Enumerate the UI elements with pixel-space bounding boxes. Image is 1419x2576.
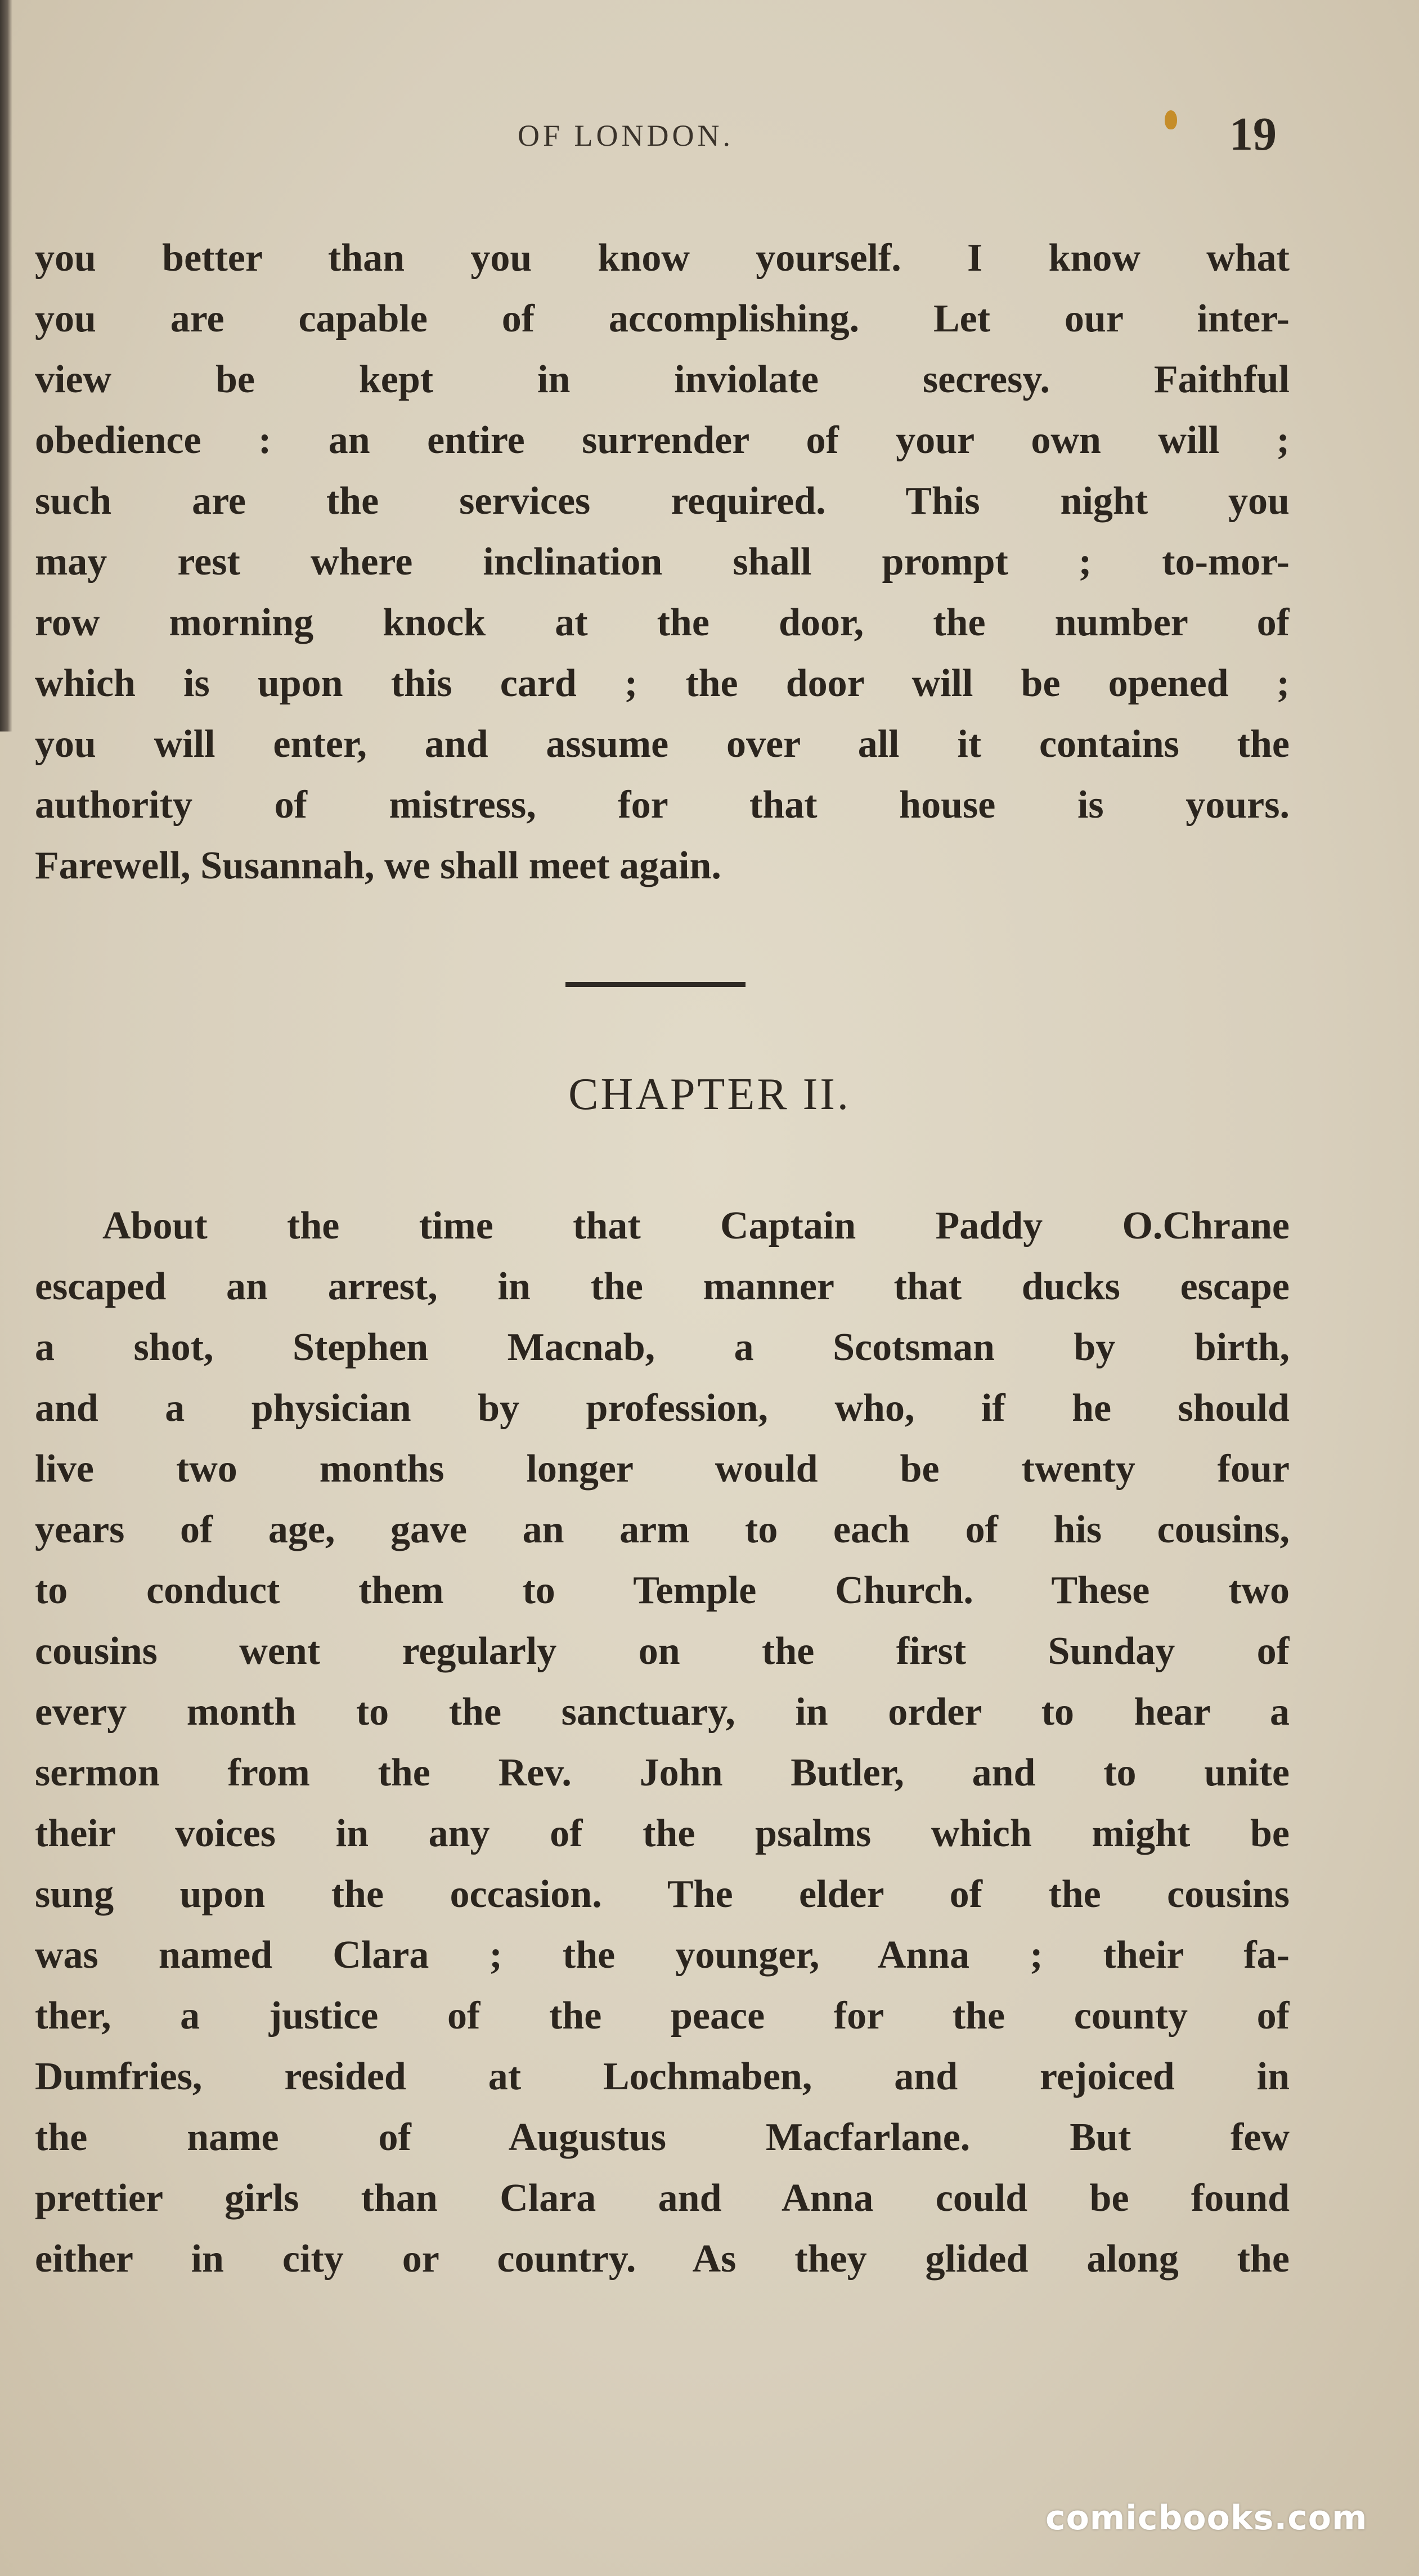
text-line: years of age, gave an arm to each of his cousins, <box>35 1508 1290 1551</box>
text-line: ther, a justice of the peace for the county of <box>35 1994 1290 2038</box>
text-line: authority of mistress, for that house is yours. <box>35 783 1290 827</box>
text-line: a shot, Stephen Macnab, a Scotsman by birth, <box>35 1326 1290 1369</box>
text-line: sermon from the Rev. John Butler, and to unite <box>35 1751 1290 1794</box>
text-line: row morning knock at the door, the number of <box>35 601 1290 644</box>
chapter-paragraph <box>35 1196 1290 2290</box>
text-line: to conduct them to Temple Church. These two <box>35 1569 1290 1612</box>
text-line: either in city or country. As they glided along the <box>35 2237 1290 2281</box>
text-line: may rest where inclination shall prompt ; to-mor- <box>35 540 1290 584</box>
text-line: you better than you know yourself. I know what <box>35 236 1290 280</box>
text-line: Farewell, Susannah, we shall meet again. <box>35 844 721 887</box>
text-line: every month to the sanctuary, in order to hear a <box>35 1690 1290 1734</box>
text-line: their voices in any of the psalms which might be <box>35 1812 1290 1855</box>
text-line: sung upon the occasion. The elder of the cousins <box>35 1873 1290 1916</box>
text-line: escaped an arrest, in the manner that ducks escape <box>35 1265 1290 1308</box>
chapter-title: CHAPTER II. <box>568 1070 851 1119</box>
text-line: you are capable of accomplishing. Let our inter- <box>35 297 1290 340</box>
paragraph-continued <box>35 228 1290 896</box>
ink-spot <box>1165 110 1177 129</box>
text-line: was named Clara ; the younger, Anna ; their fa- <box>35 1933 1290 1977</box>
text-line: live two months longer would be twenty four <box>35 1447 1290 1491</box>
page-number: 19 <box>1229 108 1277 160</box>
text-line: such are the services required. This night you <box>35 479 1290 523</box>
running-head: OF LONDON. <box>518 119 734 152</box>
text-line: the name of Augustus Macfarlane. But few <box>35 2116 1290 2159</box>
binding-edge <box>0 0 12 731</box>
text-line: you will enter, and assume over all it contains the <box>35 722 1290 766</box>
text-line: Dumfries, resided at Lochmaben, and rejoiced in <box>35 2055 1290 2098</box>
text-line: prettier girls than Clara and Anna could be found <box>35 2176 1290 2220</box>
text-line: About the time that Captain Paddy O.Chrane <box>102 1204 1290 1247</box>
text-line: obedience : an entire surrender of your own will ; <box>35 419 1290 462</box>
site-watermark: comicbooks.com <box>1045 2498 1368 2538</box>
text-line: and a physician by profession, who, if he should <box>35 1386 1290 1430</box>
text-line: which is upon this card ; the door will be opened ; <box>35 662 1290 705</box>
text-line: view be kept in inviolate secresy. Faithful <box>35 358 1290 401</box>
section-divider <box>565 982 746 987</box>
text-line: cousins went regularly on the first Sunday of <box>35 1630 1290 1673</box>
